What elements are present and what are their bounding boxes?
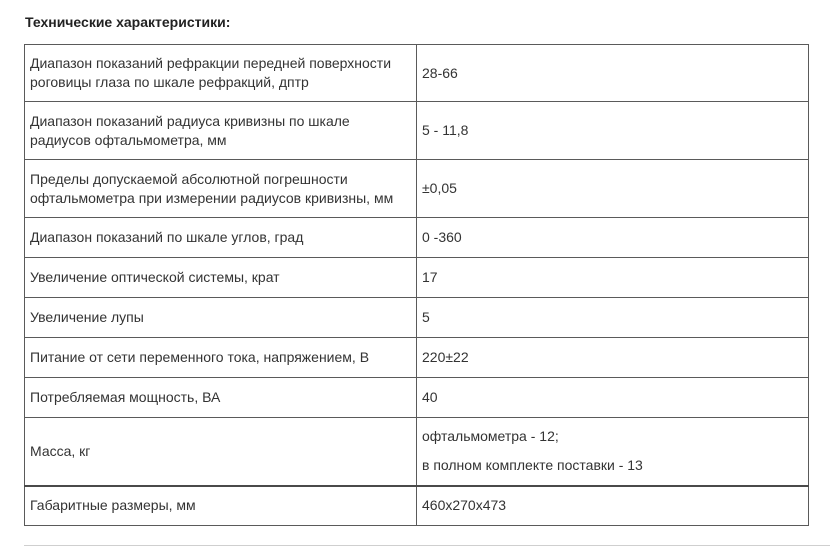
table-row <box>25 298 809 338</box>
table-row <box>25 218 809 258</box>
parameter-text: Диапазон показаний рефракции передней поверхности <box>30 55 392 71</box>
parameter-cell <box>25 418 417 486</box>
value-text: 40 <box>422 389 438 405</box>
parameter-text: офтальмометра при измерении радиусов кривизны, мм <box>30 189 394 206</box>
value-text: офтальмометра - 12; <box>422 428 559 445</box>
value-cell <box>417 160 809 218</box>
parameter-cell <box>25 378 417 418</box>
value-text: 0 -360 <box>422 229 462 245</box>
specifications-table <box>24 44 809 526</box>
value-cell <box>417 298 809 338</box>
parameter-text: Диапазон показаний по шкале углов, град <box>30 229 304 245</box>
parameter-cell <box>25 160 417 218</box>
table-row <box>25 378 809 418</box>
table-row <box>25 258 809 298</box>
value-text: ±0,05 <box>422 180 457 196</box>
value-text: 220±22 <box>422 349 469 365</box>
parameter-cell <box>25 218 417 258</box>
parameter-text: Диапазон показаний радиуса кривизны по шкале <box>30 112 350 129</box>
parameter-cell <box>25 45 417 102</box>
table-row <box>25 338 809 378</box>
parameter-text: радиусов офтальмометра, мм <box>30 131 227 148</box>
parameter-text: Увеличение лупы <box>30 309 144 325</box>
parameter-text: Питание от сети переменного тока, напряжением, В <box>30 349 370 365</box>
parameter-text: Масса, кг <box>30 442 91 459</box>
parameter-cell <box>25 486 417 526</box>
value-cell <box>417 378 809 418</box>
value-cell <box>417 486 809 526</box>
table-row <box>25 45 809 102</box>
parameter-text: Увеличение оптической системы, крат <box>30 269 280 285</box>
parameter-cell <box>25 338 417 378</box>
value-text: 5 - 11,8 <box>422 122 469 138</box>
parameter-cell <box>25 298 417 338</box>
value-text: в полном комплекте поставки - 13 <box>422 457 643 474</box>
parameter-text: Пределы допускаемой абсолютной погрешности <box>30 170 348 187</box>
parameter-cell <box>25 258 417 298</box>
value-text: 17 <box>422 269 438 285</box>
value-cell <box>417 258 809 298</box>
parameter-cell <box>25 102 417 160</box>
value-cell <box>417 218 809 258</box>
value-cell <box>417 338 809 378</box>
value-cell <box>417 418 809 486</box>
bottom-divider <box>24 545 830 546</box>
parameter-text: роговицы глаза по шкале рефракций, дптр <box>30 74 309 90</box>
value-text: 460x270x473 <box>422 497 507 514</box>
table-row <box>25 486 809 526</box>
table-row <box>25 418 809 486</box>
value-cell <box>417 45 809 102</box>
table-row <box>25 102 809 160</box>
page-title: Технические характеристики: <box>25 14 231 30</box>
parameter-text: Потребляемая мощность, ВА <box>30 389 221 405</box>
parameter-text: Габаритные размеры, мм <box>30 497 196 514</box>
value-cell <box>417 102 809 160</box>
value-text: 5 <box>422 309 430 325</box>
value-text: 28-66 <box>422 64 458 81</box>
table-row <box>25 160 809 218</box>
